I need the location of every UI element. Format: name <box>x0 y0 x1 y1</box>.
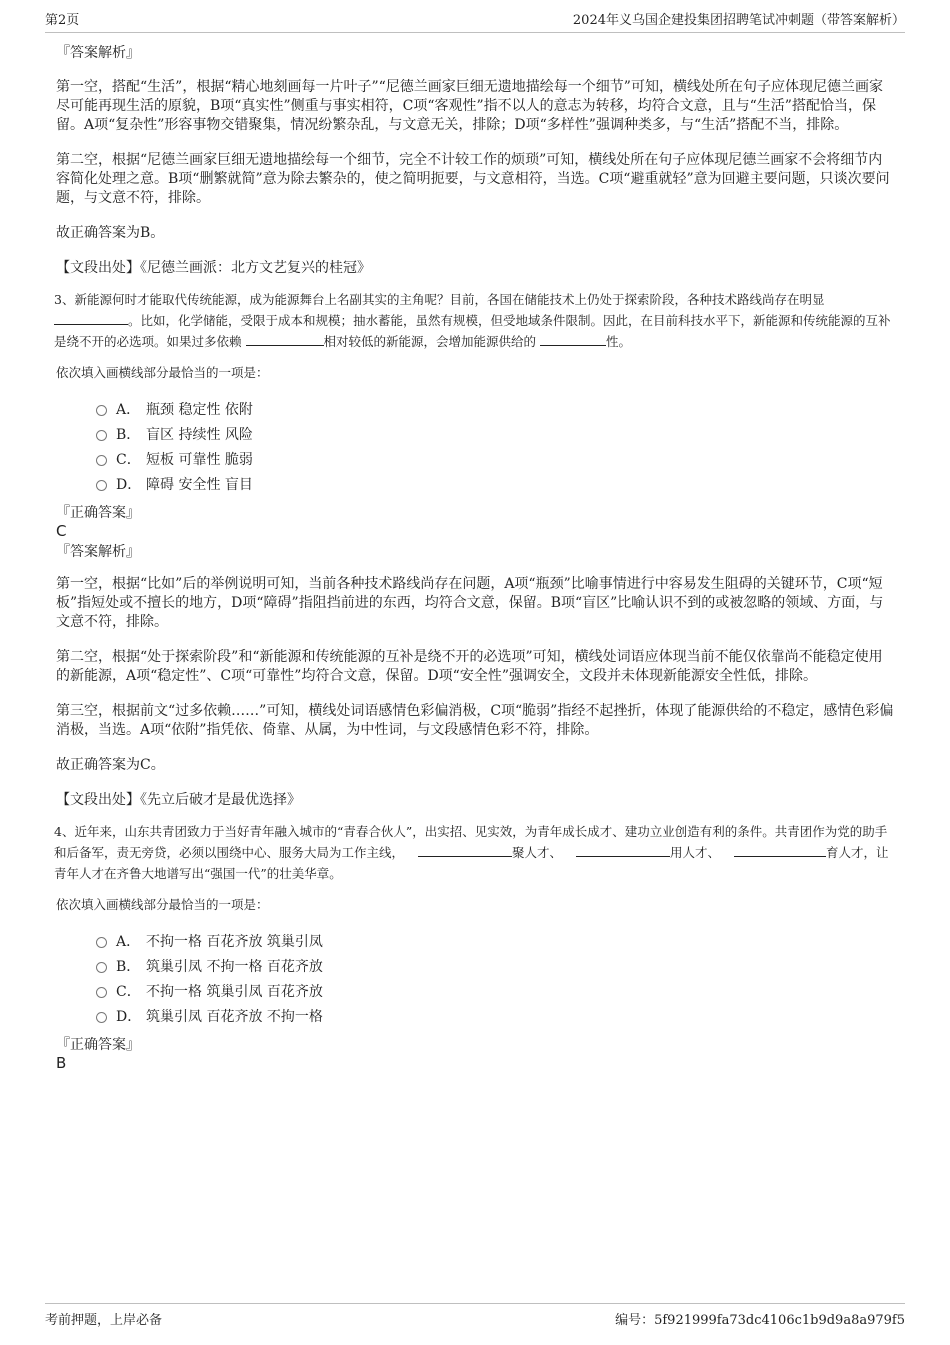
q3-conclusion: 故正确答案为C。 <box>56 757 165 773</box>
q3-answer-label: 『正确答案』 <box>56 505 140 521</box>
option-letter: D． <box>116 1009 142 1025</box>
option-letter: B． <box>116 959 141 975</box>
q3-analysis-p3: 第三空，根据前文“过多依赖……”可知，横线处词语感情色彩偏消极，C项“脆弱”指经不起挫折，体现了能源供给的不稳定，感情色彩偏消极，当选。A项“依附”指凭依、倚靠、从属，为中性词，与文段感情色彩不符，排除。 <box>56 703 894 738</box>
q3-answer: C <box>56 522 67 540</box>
q2-analysis-p2: 第二空，根据“尼德兰画家巨细无遗地描绘每一个细节，完全不计较工作的烦琐”可知，横线处所在句子应体现尼德兰画家不会将细节内容简化处理之意。B项“删繁就简”意为除去繁杂的，使之简明扼要，与文意相符，当选。C项“避重就轻”意为回避主要问题，只谈次要问题，与文意不符，排除。 <box>56 152 890 206</box>
q4-stem <box>54 821 896 884</box>
q3-analysis-p1: 第一空，根据“比如”后的举例说明可知，当前各种技术路线尚存在问题，A项“瓶颈”比喻事情进行中容易发生阻碍的关键环节，C项“短板”指短处或不擅长的地方，D项“障碍”指阻挡前进的东西，均符合文意，保留。B项“盲区”比喻认识不到的或被忽略的领域、方面，与文意不符，排除。 <box>56 576 884 630</box>
q4-stem-part-4: 育人才，让青年人才在齐鲁大地谱写出“强国一代”的壮美华章。 <box>54 845 889 881</box>
option-text: 不拘一格 筑巢引凤 百花齐放 <box>146 984 323 1000</box>
q4-option-a[interactable] <box>96 930 896 955</box>
q4-options <box>96 930 896 1030</box>
q3-stem-part-1: 3、新能源何时才能取代传统能源，成为能源舞台上名副其实的主角呢？目前，各国在储能技术上仍处于探索阶段，各种技术路线尚存在明显 <box>54 292 825 307</box>
radio-button-icon[interactable] <box>96 1012 107 1023</box>
q2-analysis-p1: 第一空，搭配“生活”，根据“精心地刻画每一片叶子”“尼德兰画家巨细无遗地描绘每一个细节”可知，横线处所在句子应体现尼德兰画家尽可能再现生活的原貌，B项“真实性”侧重与事实相符，C项“客观性”指不以人的意志为转移，均符合文意，且与“生活”搭配恰当，保留。A项“复杂性”形容事物交错聚集，情况纷繁杂乱，与文意无关，排除；D项“多样性”强调种类多，与“生活”搭配不当，排除。 <box>56 79 883 133</box>
q3-analysis-label: 『答案解析』 <box>56 544 140 560</box>
q3-option-c[interactable] <box>96 448 896 473</box>
q2-source: 【文段出处】《尼德兰画派：北方文艺复兴的桂冠》 <box>56 260 371 276</box>
radio-button-icon[interactable] <box>96 455 107 466</box>
q3-option-a[interactable] <box>96 398 896 423</box>
q4-stem-part-2: 聚人才、 <box>512 845 563 860</box>
q3-stem-part-4: 性。 <box>606 334 632 349</box>
footer-slogan: 考前押题，上岸必备 <box>45 1313 163 1328</box>
option-letter: D． <box>116 477 142 493</box>
option-letter: C． <box>116 452 141 468</box>
option-text: 筑巢引凤 不拘一格 百花齐放 <box>146 959 323 975</box>
document-id: 编号：5f921999fa73dc4106c1b9d9a8a979f5 <box>615 1313 905 1328</box>
q4-stem-part-1: 4、近年来，山东共青团致力于当好青年融入城市的“青春合伙人”，出实招、见实效，为青年成长成才、建功立业创造有利的条件。共青团作为党的助手和后备军，责无旁贷，必须以围绕中心、服务大局为工作主线， <box>54 824 888 860</box>
option-text: 盲区 持续性 风险 <box>146 427 253 443</box>
q3-analysis-p2: 第二空，根据“处于探索阶段”和“新能源和传统能源的互补是绕不开的必选项”可知，横线处词语应体现当前不能仅依靠尚不能稳定使用的新能源，A项“稳定性”、C项“可靠性”均符合文意，保留。D项“安全性”强调安全，文段并未体现新能源安全性低，排除。 <box>56 649 883 684</box>
q3-blank-3 <box>540 332 606 346</box>
q2-conclusion: 故正确答案为B。 <box>56 225 165 241</box>
option-text: 障碍 安全性 盲目 <box>146 477 253 493</box>
page-footer <box>45 1303 905 1326</box>
option-letter: A． <box>116 402 141 418</box>
option-text: 短板 可靠性 脆弱 <box>146 452 253 468</box>
option-text: 不拘一格 百花齐放 筑巢引凤 <box>146 934 323 950</box>
q3-options <box>96 398 896 498</box>
q4-answer: B <box>56 1054 67 1072</box>
q3-stem-part-3: 相对较低的新能源，会增加能源供给的 <box>323 334 537 349</box>
q2-analysis-label: 『答案解析』 <box>56 45 140 61</box>
radio-button-icon[interactable] <box>96 480 107 491</box>
document-title: 2024年义乌国企建投集团招聘笔试冲刺题（带答案解析） <box>572 13 905 28</box>
page-header <box>45 12 905 33</box>
option-text: 瓶颈 稳定性 依附 <box>146 402 253 418</box>
q3-option-b[interactable] <box>96 423 896 448</box>
radio-button-icon[interactable] <box>96 405 107 416</box>
q3-stem <box>54 289 896 352</box>
q4-blank-2 <box>576 843 670 857</box>
q4-option-b[interactable] <box>96 955 896 980</box>
q4-instruction: 依次填入画横线部分最恰当的一项是： <box>56 897 269 912</box>
q3-stem-part-2: 。比如，化学储能，受限于成本和规模；抽水蓄能，虽然有规模，但受地域条件限制。因此，在目前科技水平下，新能源和传统能源的互补是绕不开的必选项。如果过多依赖 <box>54 313 891 349</box>
q3-source: 【文段出处】《先立后破才是最优选择》 <box>56 792 301 808</box>
radio-button-icon[interactable] <box>96 987 107 998</box>
q3-blank-2 <box>246 332 324 346</box>
q4-blank-3 <box>734 843 826 857</box>
q4-option-c[interactable] <box>96 980 896 1005</box>
radio-button-icon[interactable] <box>96 430 107 441</box>
option-letter: B． <box>116 427 141 443</box>
option-letter: A． <box>116 934 141 950</box>
q3-instruction: 依次填入画横线部分最恰当的一项是： <box>56 365 269 380</box>
q4-answer-label: 『正确答案』 <box>56 1037 140 1053</box>
radio-button-icon[interactable] <box>96 937 107 948</box>
page-number: 第2页 <box>45 13 80 28</box>
option-text: 筑巢引凤 百花齐放 不拘一格 <box>146 1009 323 1025</box>
option-letter: C． <box>116 984 141 1000</box>
radio-button-icon[interactable] <box>96 962 107 973</box>
q3-blank-1 <box>54 311 128 325</box>
q4-option-d[interactable] <box>96 1005 896 1030</box>
q4-blank-1 <box>418 843 512 857</box>
q3-option-d[interactable] <box>96 473 896 498</box>
q4-stem-part-3: 用人才、 <box>670 845 721 860</box>
page-content <box>56 44 896 1073</box>
